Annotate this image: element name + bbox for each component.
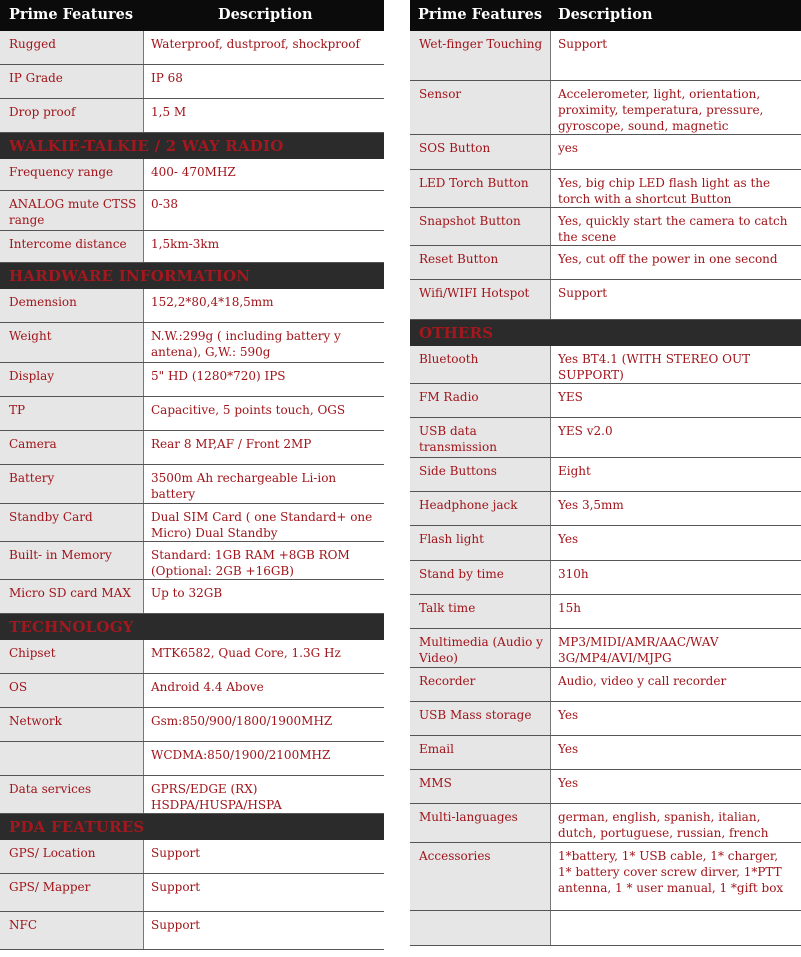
- feature-label: SOS Button: [419, 141, 491, 155]
- feature-label: Side Buttons: [419, 464, 497, 478]
- right-rows: [410, 31, 801, 946]
- description-value: IP 68: [151, 71, 183, 85]
- description-value: 1*battery, 1* USB cable, 1* charger, 1* battery cover screw dirver, 1*PTT antenna, 1 * user manual, 1 *gift box: [558, 849, 784, 895]
- spec-row: [410, 911, 801, 946]
- spec-row: [0, 31, 384, 65]
- description-value: 310h: [558, 567, 589, 581]
- description-value: MTK6582, Quad Core, 1.3G Hz: [151, 646, 341, 660]
- feature-label: Frequency range: [9, 165, 114, 179]
- row-divider: [410, 945, 801, 946]
- spec-row: [0, 912, 384, 950]
- feature-label: Network: [9, 714, 62, 728]
- section-title: OTHERS: [419, 324, 494, 342]
- spec-row: [0, 323, 384, 363]
- feature-label: Weight: [9, 329, 52, 343]
- left-table-header: [0, 0, 384, 31]
- description-value: Waterproof, dustproof, shockproof: [151, 37, 360, 51]
- feature-label: GPS/ Mapper: [9, 880, 91, 894]
- description-value: Capacitive, 5 points touch, OGS: [151, 403, 346, 417]
- spec-row: [0, 397, 384, 431]
- spec-row: [0, 840, 384, 874]
- feature-label: Sensor: [419, 87, 462, 101]
- header-description: Description: [218, 6, 313, 23]
- spec-row: [410, 280, 801, 320]
- left-rows: [0, 31, 384, 950]
- spec-row: [410, 31, 801, 81]
- spec-row: [0, 776, 384, 814]
- feature-label: LED Torch Button: [419, 176, 529, 190]
- feature-label: Recorder: [419, 674, 476, 688]
- spec-row: [410, 770, 801, 804]
- description-value: Yes: [558, 708, 579, 722]
- header-prime-features: Prime Features: [418, 6, 543, 23]
- feature-cell: [410, 911, 551, 945]
- feature-label: Built- in Memory: [9, 548, 112, 562]
- description-value: 1,5km-3km: [151, 237, 220, 251]
- spec-row: [0, 542, 384, 580]
- feature-label: Flash light: [419, 532, 484, 546]
- description-value: Support: [558, 286, 608, 300]
- spec-row: [410, 346, 801, 384]
- row-divider: [0, 949, 384, 950]
- description-value: Yes: [558, 742, 579, 756]
- description-value: WCDMA:850/1900/2100MHZ: [151, 748, 331, 762]
- header-prime-features: Prime Features: [9, 6, 134, 23]
- spec-row: [410, 135, 801, 170]
- description-value: Standard: 1GB RAM +8GB ROM (Optional: 2GB +16GB): [151, 548, 350, 578]
- description-value: Yes BT4.1 (WITH STEREO OUT SUPPORT): [558, 352, 751, 382]
- spec-row: [410, 561, 801, 595]
- feature-label: Bluetooth: [419, 352, 479, 366]
- feature-label: Data services: [9, 782, 92, 796]
- feature-label: Display: [9, 369, 55, 383]
- spec-row: [0, 191, 384, 231]
- section-title: WALKIE-TALKIE / 2 WAY RADIO: [9, 137, 284, 155]
- feature-label: USB Mass storage: [419, 708, 532, 722]
- description-value: Android 4.4 Above: [151, 680, 264, 694]
- feature-label: TP: [9, 403, 26, 417]
- spec-row: [0, 580, 384, 614]
- spec-row: [0, 674, 384, 708]
- spec-row: [0, 640, 384, 674]
- spec-row: [410, 492, 801, 526]
- section-title: PDA FEATURES: [9, 818, 145, 836]
- spec-row: [410, 170, 801, 208]
- spec-row: [410, 418, 801, 458]
- description-value: Yes, quickly start the camera to catch the scene: [558, 214, 788, 244]
- description-value: Support: [558, 37, 608, 51]
- description-value: GPRS/EDGE (RX) HSDPA/HUSPA/HSPA: [151, 782, 282, 812]
- description-value: 5" HD (1280*720) IPS: [151, 369, 286, 383]
- description-value: Yes 3,5mm: [558, 498, 624, 512]
- description-value: YES: [558, 390, 583, 404]
- section-header: [0, 614, 384, 640]
- spec-row: [410, 81, 801, 135]
- description-value: MP3/MIDI/AMR/AAC/WAV 3G/MP4/AVI/MJPG: [558, 635, 719, 665]
- spec-row: [410, 595, 801, 629]
- spec-row: [410, 702, 801, 736]
- spec-row: [0, 159, 384, 191]
- feature-label: IP Grade: [9, 71, 63, 85]
- spec-row: [0, 431, 384, 465]
- section-header: [0, 263, 384, 289]
- feature-label: Demension: [9, 295, 77, 309]
- feature-label: GPS/ Location: [9, 846, 96, 860]
- spec-row: [0, 874, 384, 912]
- section-title: TECHNOLOGY: [9, 618, 134, 636]
- description-value: Yes: [558, 532, 579, 546]
- feature-label: Wifi/WIFI Hotspot: [419, 286, 530, 300]
- spec-row: [410, 246, 801, 280]
- feature-label: Snapshot Button: [419, 214, 521, 228]
- feature-label: Headphone jack: [419, 498, 518, 512]
- feature-label: Multi-languages: [419, 810, 518, 824]
- feature-label: Stand by time: [419, 567, 504, 581]
- description-value: Yes, cut off the power in one second: [558, 252, 778, 266]
- description-value: N.W.:299g ( including battery y antena), G,W.: 590g: [151, 329, 341, 359]
- feature-label: Wet-finger Touching: [419, 37, 543, 51]
- description-value: 400- 470MHZ: [151, 165, 236, 179]
- description-value: Audio, video y call recorder: [558, 674, 727, 688]
- left-spec-table: [0, 0, 384, 950]
- feature-label: FM Radio: [419, 390, 479, 404]
- section-header: [0, 814, 384, 840]
- spec-row: [0, 289, 384, 323]
- feature-label: Micro SD card MAX: [9, 586, 131, 600]
- feature-label: Multimedia (Audio y Video): [419, 635, 543, 665]
- spec-row: [410, 804, 801, 843]
- spec-row: [410, 384, 801, 418]
- feature-label: Email: [419, 742, 454, 756]
- feature-label: Battery: [9, 471, 55, 485]
- spec-row: [0, 363, 384, 397]
- spec-row: [0, 708, 384, 742]
- feature-cell: [0, 742, 144, 775]
- section-title: HARDWARE INFORMATION: [9, 267, 251, 285]
- spec-row: [410, 526, 801, 561]
- description-value: Support: [151, 846, 201, 860]
- feature-label: Talk time: [419, 601, 476, 615]
- feature-label: Drop proof: [9, 105, 76, 119]
- spec-row: [0, 231, 384, 263]
- description-value: Yes, big chip LED flash light as the torch with a shortcut Button: [558, 176, 771, 206]
- header-description: Description: [558, 6, 653, 23]
- description-value: 3500m Ah rechargeable Li-ion battery: [151, 471, 337, 501]
- description-value: Dual SIM Card ( one Standard+ one Micro) Dual Standby: [151, 510, 373, 540]
- feature-label: Standby Card: [9, 510, 93, 524]
- right-spec-table: [410, 0, 801, 946]
- description-value: Eight: [558, 464, 591, 478]
- description-value: Rear 8 MP,AF / Front 2MP: [151, 437, 312, 451]
- description-value: YES v2.0: [558, 424, 613, 438]
- feature-label: Intercome distance: [9, 237, 127, 251]
- spec-row: [0, 465, 384, 504]
- spec-row: [410, 668, 801, 702]
- feature-label: Rugged: [9, 37, 56, 51]
- description-value: Gsm:850/900/1800/1900MHZ: [151, 714, 333, 728]
- section-header: [0, 133, 384, 159]
- spec-row: [410, 208, 801, 246]
- feature-label: MMS: [419, 776, 452, 790]
- description-value: german, english, spanish, italian, dutch, portuguese, russian, french: [558, 810, 769, 840]
- spec-row: [0, 742, 384, 776]
- spec-row: [0, 65, 384, 99]
- spec-row: [0, 504, 384, 542]
- feature-label: Reset Button: [419, 252, 499, 266]
- feature-label: NFC: [9, 918, 38, 932]
- spec-row: [0, 99, 384, 133]
- description-value: 0-38: [151, 197, 178, 211]
- description-value: 1,5 M: [151, 105, 187, 119]
- feature-label: Camera: [9, 437, 57, 451]
- description-value: Up to 32GB: [151, 586, 223, 600]
- description-value: Yes: [558, 776, 579, 790]
- section-header: [410, 320, 801, 346]
- feature-label: Accessories: [419, 849, 491, 863]
- description-value: Support: [151, 918, 201, 932]
- description-value: Support: [151, 880, 201, 894]
- feature-label: USB data transmission: [419, 424, 497, 454]
- column-gap: [384, 0, 410, 957]
- feature-label: ANALOG mute CTSS range: [9, 197, 137, 227]
- spec-row: [410, 843, 801, 911]
- feature-label: OS: [9, 680, 28, 694]
- description-value: 15h: [558, 601, 581, 615]
- spec-row: [410, 629, 801, 668]
- description-value: 152,2*80,4*18,5mm: [151, 295, 274, 309]
- description-value: Accelerometer, light, orientation, proximity, temperatura, pressure, gyroscope, sound, magnetic: [558, 87, 764, 133]
- spec-row: [410, 458, 801, 492]
- spec-row: [410, 736, 801, 770]
- right-table-header: [410, 0, 801, 31]
- feature-label: Chipset: [9, 646, 56, 660]
- description-value: yes: [558, 141, 579, 155]
